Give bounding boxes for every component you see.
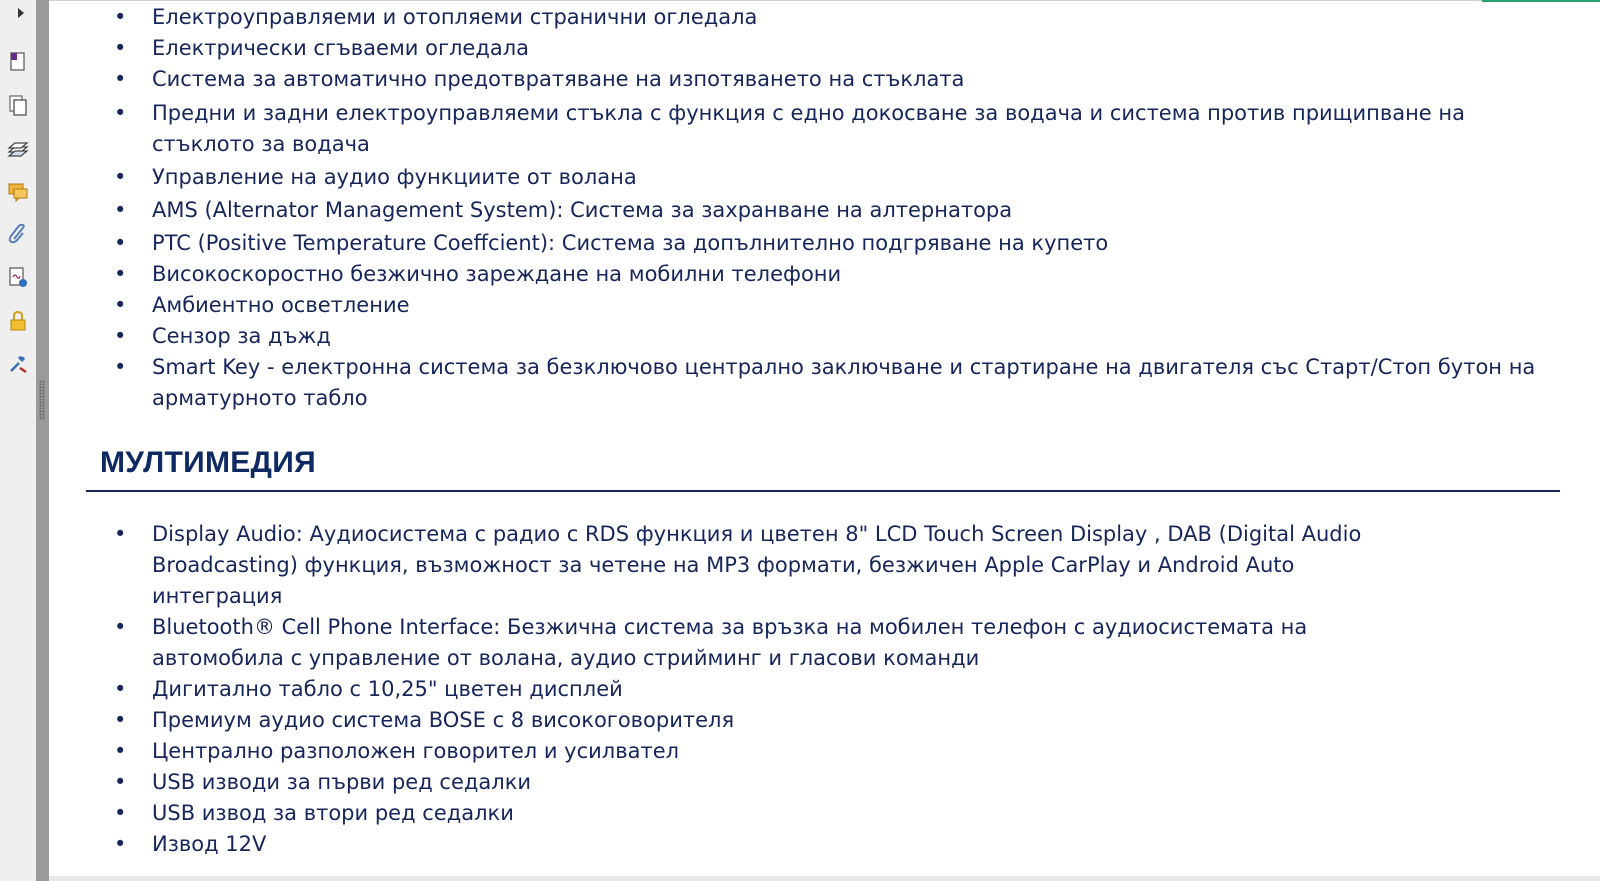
lock-icon[interactable] bbox=[6, 309, 30, 333]
section-divider bbox=[86, 490, 1560, 492]
list-item: • Display Audio: Аудиосистема с радио с RDS функция и цветен 8" LCD Touch Screen Display , DAB (Digital Audio Broadcasting) функция, възможност за четене на MP3 формати, безжичен Apple CarPlay и Android Auto интеграция bbox=[114, 519, 1394, 612]
page-top-border bbox=[49, 0, 1600, 1]
signature-icon[interactable] bbox=[6, 266, 30, 290]
page-bottom-gap bbox=[49, 876, 1600, 881]
page-thumbnail-icon[interactable] bbox=[6, 50, 30, 74]
attachment-icon[interactable] bbox=[6, 223, 30, 247]
tools-icon[interactable] bbox=[6, 352, 30, 376]
grip-dots bbox=[39, 380, 45, 420]
list-item: • PTC (Positive Temperature Coeffcient): Система за допълнително подгряване на купето bbox=[114, 228, 1554, 259]
list-item: • Централно разположен говорител и усилвател bbox=[114, 736, 1394, 767]
list-item: • Премиум аудио система BOSE с 8 високоговорителя bbox=[114, 705, 1394, 736]
list-item: • Дигитално табло с 10,25" цветен дисплей bbox=[114, 674, 1394, 705]
panel-resize-handle[interactable] bbox=[36, 0, 49, 881]
list-item: • Електрически сгъваеми огледала bbox=[114, 33, 1554, 64]
list-item: • USB изводи за първи ред седалки bbox=[114, 767, 1394, 798]
list-item: • Smart Key - електронна система за безключово централно заключване и стартиране на двигателя със Старт/Стоп бутон на арматурното табло bbox=[114, 352, 1554, 414]
section-heading-multimedia: МУЛТИМЕДИЯ bbox=[100, 446, 316, 479]
list-item: • Предни и задни електроуправляеми стъкла с функция с едно докосване за водача и система против прищипване на стъклото за водача bbox=[114, 98, 1554, 160]
list-item: • Високоскоростно безжично зареждане на мобилни телефони bbox=[114, 259, 1554, 290]
list-item: • Извод 12V bbox=[114, 829, 1394, 860]
list-item: • USB извод за втори ред седалки bbox=[114, 798, 1394, 829]
list-item: • AMS (Alternator Management System): Система за захранване на алтернатора bbox=[114, 195, 1554, 226]
expand-panel-icon[interactable] bbox=[18, 8, 24, 18]
multimedia-list bbox=[114, 519, 1394, 860]
features-list bbox=[114, 2, 1554, 414]
list-item: • Електроуправляеми и отопляеми странични огледала bbox=[114, 2, 1554, 33]
list-item: • Сензор за дъжд bbox=[114, 321, 1554, 352]
list-item: • Bluetooth® Cell Phone Interface: Безжична система за връзка на мобилен телефон с аудиосистемата на автомобила с управление от волана, аудио стрийминг и гласови команди bbox=[114, 612, 1394, 674]
pages-icon[interactable] bbox=[6, 94, 30, 118]
list-item: • Система за автоматично предотвратяване на изпотяването на стъклата bbox=[114, 64, 1554, 95]
list-item: • Амбиентно осветление bbox=[114, 290, 1554, 321]
list-item: • Управление на аудио функциите от волана bbox=[114, 162, 1554, 193]
layers-icon[interactable] bbox=[6, 137, 30, 161]
comments-icon[interactable] bbox=[6, 180, 30, 204]
navigation-panel bbox=[0, 0, 37, 881]
